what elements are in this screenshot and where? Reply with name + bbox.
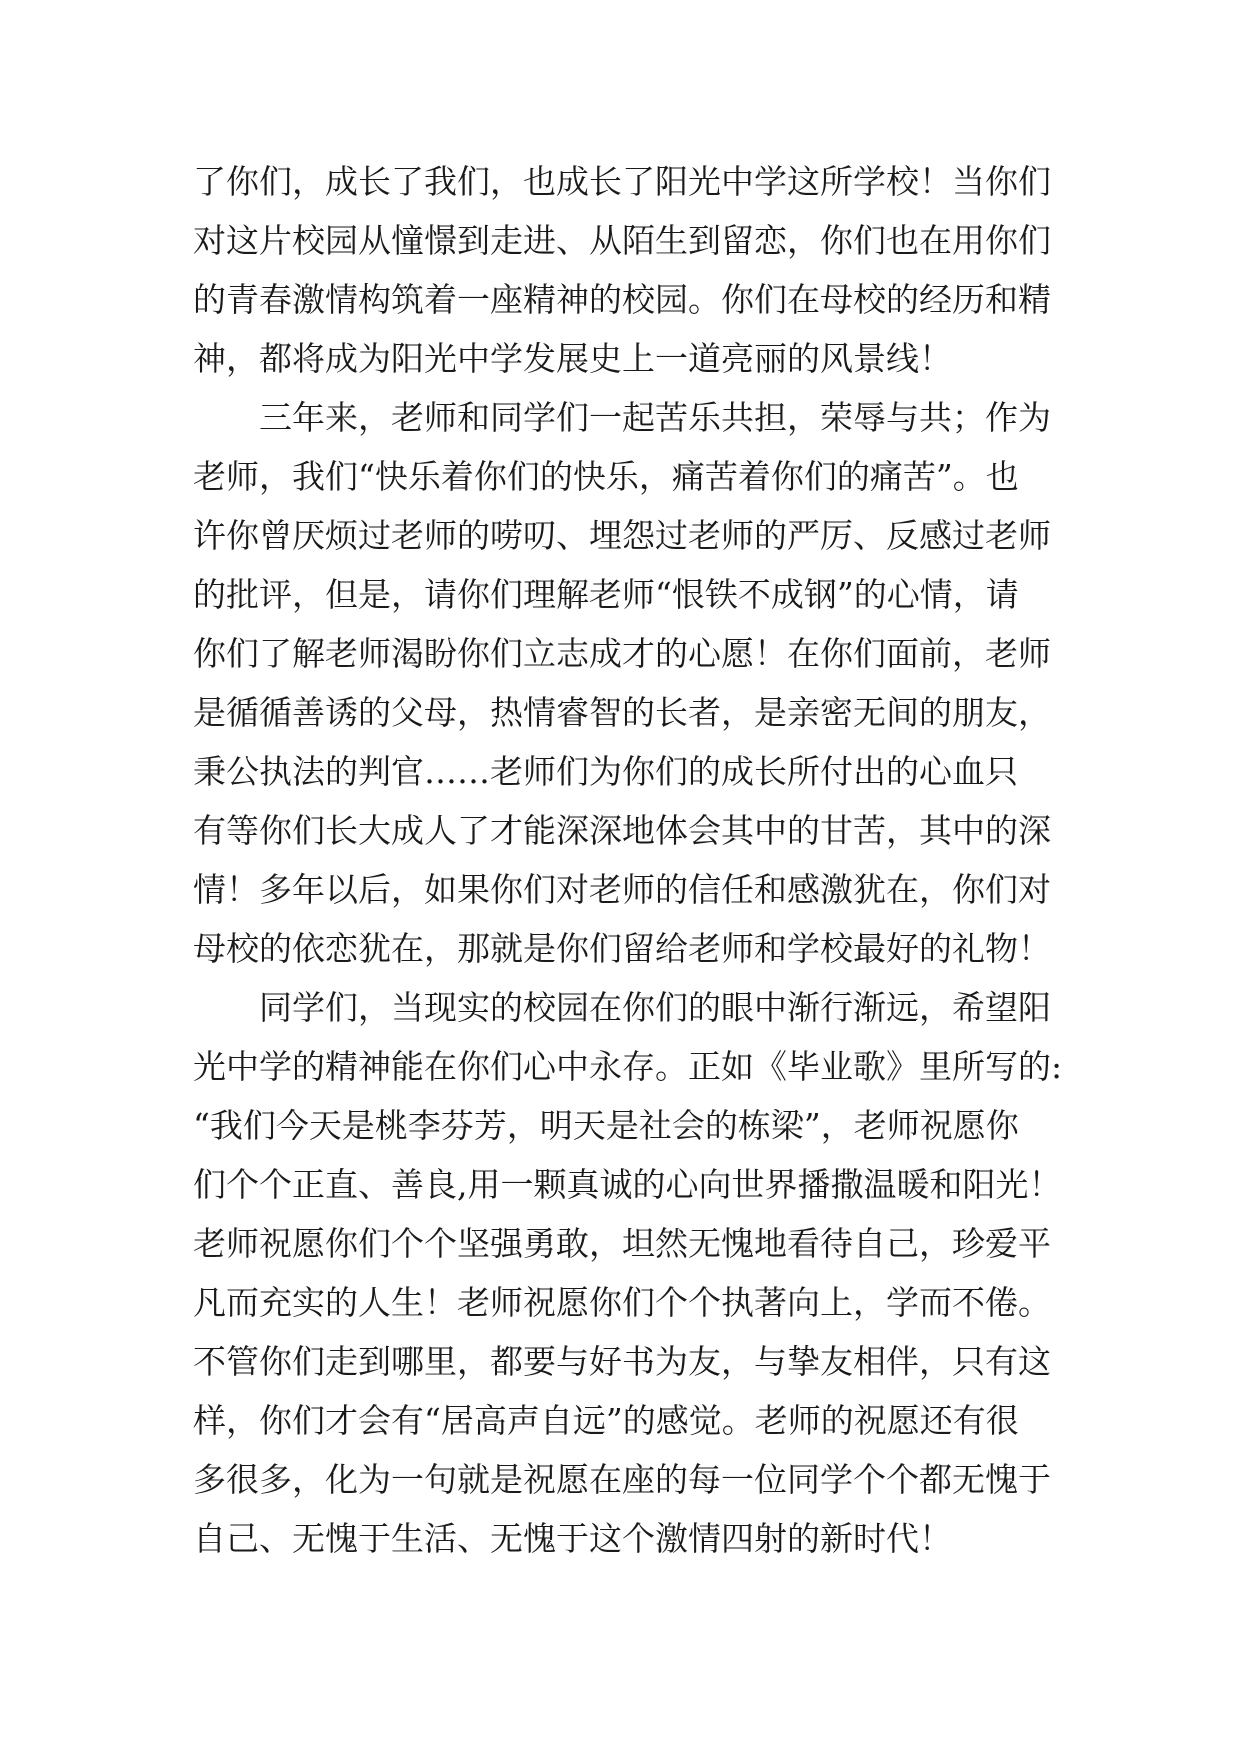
text-line: 有等你们长大成人了才能深深地体会其中的甘苦，其中的深 <box>193 811 1051 850</box>
text-line: 同学们，当现实的校园在你们的眼中渐行渐远，希望阳 <box>193 988 1051 1027</box>
text-line: 们个个正直、善良,用一颗真诚的心向世界播撒温暖和阳光！ <box>193 1165 1062 1204</box>
text-line: 老师祝愿你们个个坚强勇敢，坦然无愧地看待自己，珍爱平 <box>193 1224 1051 1263</box>
text-line: 凡而充实的人生！老师祝愿你们个个执著向上，学而不倦。 <box>193 1283 1051 1322</box>
text-line: 是循循善诱的父母，热情睿智的长者，是亲密无间的朋友， <box>193 693 1051 732</box>
text-line: 的批评，但是，请你们理解老师“恨铁不成钢”的心情，请 <box>193 575 1019 614</box>
text-line: 光中学的精神能在你们心中永存。正如《毕业歌》里所写的: <box>193 1047 1063 1086</box>
text-line: 老师，我们“快乐着你们的快乐，痛苦着你们的痛苦”。也 <box>193 457 1019 496</box>
text-line: 神，都将成为阳光中学发展史上一道亮丽的风景线！ <box>193 339 952 378</box>
text-line: 秉公执法的判官……老师们为你们的成长所付出的心血只 <box>193 752 1018 791</box>
text-line: 你们了解老师渴盼你们立志成才的心愿！在你们面前，老师 <box>193 634 1051 673</box>
text-line: 情！多年以后，如果你们对老师的信任和感激犹在，你们对 <box>193 870 1051 909</box>
text-line: 母校的依恋犹在，那就是你们留给老师和学校最好的礼物！ <box>193 929 1051 968</box>
text-line: “我们今天是桃李芬芳，明天是社会的栋梁”，老师祝愿你 <box>193 1106 1019 1145</box>
text-line: 多很多，化为一句就是祝愿在座的每一位同学个个都无愧于 <box>193 1460 1051 1499</box>
text-line: 了你们，成长了我们，也成长了阳光中学这所学校！当你们 <box>193 162 1051 201</box>
text-line: 的青春激情构筑着一座精神的校园。你们在母校的经历和精 <box>193 280 1051 319</box>
text-line: 不管你们走到哪里，都要与好书为友，与挚友相伴，只有这 <box>193 1342 1051 1381</box>
text-line: 样，你们才会有“居高声自远”的感觉。老师的祝愿还有很 <box>193 1401 1019 1440</box>
text-line: 自己、无愧于生活、无愧于这个激情四射的新时代！ <box>193 1519 952 1558</box>
text-line: 许你曾厌烦过老师的唠叨、埋怨过老师的严厉、反感过老师 <box>193 516 1051 555</box>
text-line: 三年来，老师和同学们一起苦乐共担，荣辱与共；作为 <box>193 398 1051 437</box>
text-line: 对这片校园从憧憬到走进、从陌生到留恋，你们也在用你们 <box>193 221 1051 260</box>
body-text <box>193 152 1073 1568</box>
